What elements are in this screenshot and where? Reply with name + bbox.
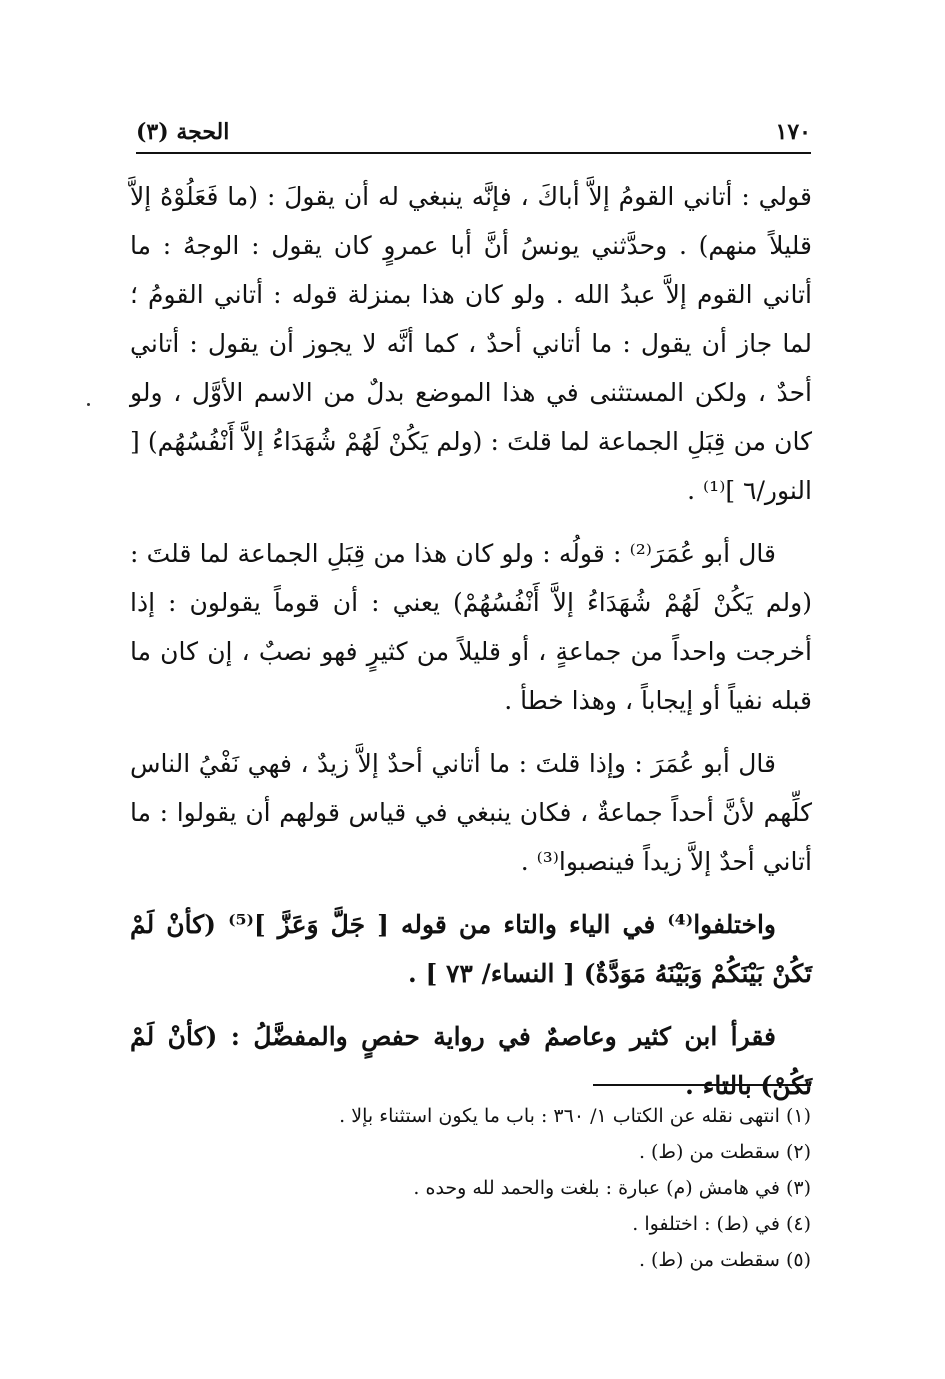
page-header: [136, 112, 811, 152]
paragraph-4-heading: واختلفوا⁽⁴⁾ في الياء والتاء من قوله [ جَلَّ وَعَزَّ ]⁽⁵⁾ (كأنْ لَمْ تَكُنْ بَيْنَكُمْ وَبَيْنَهُ مَوَدَّةٌ) [ النساء/ ٧٣ ] .: [130, 910, 812, 988]
footnote-separator: [593, 1084, 811, 1086]
footnote-2: (٢) سقطت من (ط) .: [638, 1141, 811, 1163]
header-rule: [136, 152, 811, 154]
running-title: الحجة (٣): [136, 119, 230, 145]
page-number: ١٧٠: [775, 119, 811, 145]
main-text: [130, 172, 812, 1124]
scan-speck: [87, 403, 90, 406]
footnote-5: (٥) سقطت من (ط) .: [638, 1249, 811, 1271]
footnotes: [200, 1098, 811, 1278]
footnote-1: (١) انتهى نقله عن الكتاب ١/ ٣٦٠ : باب ما يكون استثناء بإلا .: [339, 1105, 811, 1127]
paragraph-3: قال أبو عُمَرَ : وإذا قلتَ : ما أتاني أحدٌ إلاَّ زيدٌ ، فهي نَفْيُ الناس كلِّهم لأنَّ أحداً جماعةٌ ، فكان ينبغي في قياس قولهم أن يقولوا : ما أتاني أحدٌ إلاَّ زيداً فينصبوا⁽³⁾ .: [130, 749, 812, 876]
paragraph-2: قال أبو عُمَرَ⁽²⁾ : قولُه : ولو كان هذا من قِبَلِ الجماعة لما قلتَ : (ولم يَكُنْ لَهُمْ شُهَدَاءُ إلاَّ أَنْفُسُهُمْ) يعني : أن قوماً يقولون : إذا أخرجت واحداً من جماعةٍ ، أو قليلاً من كثيرٍ فهو نصبٌ ، إن كان ما قبله نفياً أو إيجاباً ، وهذا خطأ .: [130, 539, 812, 715]
paragraph-5-heading: فقرأ ابن كثير وعاصمٌ في رواية حفصٍ والمفضَّلُ : (كأنْ لَمْ تَكُنْ) بالتاء .: [130, 1022, 812, 1100]
footnote-4: (٤) في (ط) : اختلفوا .: [632, 1213, 811, 1235]
footnote-3: (٣) في هامش (م) عبارة : بلغت والحمد لله وحده .: [413, 1177, 811, 1199]
paragraph-1: قولي : أتاني القومُ إلاَّ أباكَ ، فإنَّه ينبغي له أن يقولَ : (ما فَعَلُوْهُ إلاَّ قليلاً منهم) . وحدَّثني يونسُ أنَّ أبا عمروٍ كان يقول : الوجهُ : ما أتاني القوم إلاَّ عبدُ الله . ولو كان هذا بمنزلة قوله : أتاني القومُ ؛ لما جاز أن يقول : ما أتاني أحدٌ ، كما أنَّه لا يجوز أن يقول : أتاني أحدٌ ، ولكن المستثنى في هذا الموضع بدلٌ من الاسم الأوَّل ، ولو كان من قِبَلِ الجماعة لما قلتَ : (ولم يَكُنْ لَهُمْ شُهَدَاءُ إلاَّ أَنْفُسُهُم) [ النور/٦ ]⁽¹⁾ .: [130, 182, 812, 505]
